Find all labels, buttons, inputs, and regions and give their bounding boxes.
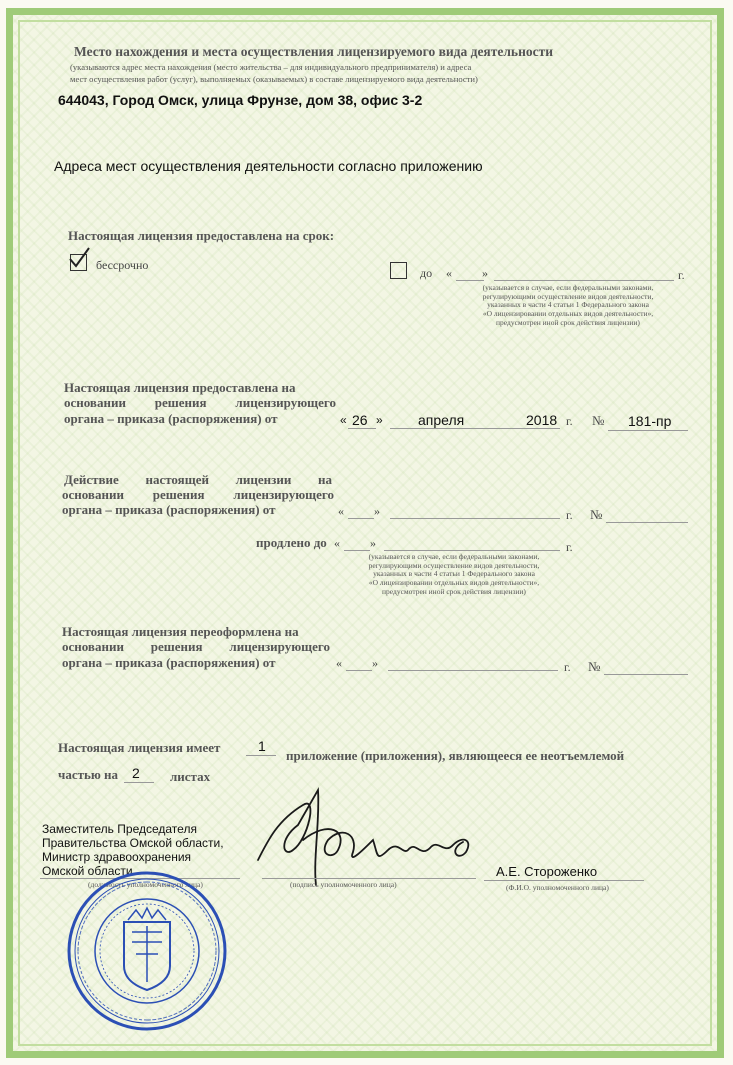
until-checkbox bbox=[390, 262, 407, 279]
extension-note: (указывается в случае, если федеральными законами, регулирующими осуществление видов деятельности, указанных в части 4 статьи 1 Федерального закона «О лицензировании отдельных видов деятельности», предусмотрен иной срок действия лицензии) bbox=[368, 552, 540, 596]
grant-month-line bbox=[390, 428, 560, 429]
reissue-line1: Настоящая лицензия переоформлена на bbox=[62, 624, 299, 639]
location-note-line2: мест осуществления работ (услуг), выполняемых (оказываемых) в составе лицензируемого вида деятельности) bbox=[70, 74, 478, 84]
extended-label: продлено до bbox=[256, 535, 327, 550]
term-until-label: до bbox=[420, 266, 433, 280]
term-quote-open: « bbox=[446, 266, 452, 280]
extension-quote-open: « bbox=[338, 504, 344, 518]
location-heading: Место нахождения и места осуществления лицензируемого вида деятельности bbox=[74, 44, 553, 59]
grant-day-line bbox=[348, 428, 376, 429]
grant-number: 181-пр bbox=[628, 413, 672, 429]
grant-number-line bbox=[608, 430, 688, 431]
grant-line2: основании решения лицензирующего bbox=[64, 395, 336, 410]
reissue-quote-close: » bbox=[372, 656, 378, 670]
location-note-line1: (указываются адрес места нахождения (место жительства – для индивидуального предпринимателя) и адреса bbox=[70, 62, 472, 72]
term-unlimited-label: бессрочно bbox=[96, 258, 149, 272]
reissue-year-suffix: г. bbox=[564, 660, 571, 674]
grant-number-sign: № bbox=[592, 413, 605, 428]
extended-day-line bbox=[344, 550, 370, 551]
signature-line bbox=[262, 878, 476, 879]
extension-quote-close: » bbox=[374, 504, 380, 518]
name-caption: (Ф.И.О. уполномоченного лица) bbox=[506, 883, 609, 892]
reissue-line3: органа – приказа (распоряжения) от bbox=[62, 655, 276, 670]
appendix-sheets: 2 bbox=[132, 765, 140, 781]
grant-day: 26 bbox=[352, 412, 368, 428]
appendix-suffix: приложение (приложения), являющееся ее неотъемлемой bbox=[286, 748, 625, 763]
appendix-sheets-suffix: листах bbox=[170, 769, 211, 784]
extension-line1: Действие настоящей лицензии на bbox=[64, 472, 332, 487]
reissue-number-sign: № bbox=[588, 659, 601, 674]
term-label: Настоящая лицензия предоставлена на срок: bbox=[68, 228, 335, 243]
grant-year-suffix: г. bbox=[566, 414, 573, 428]
signature bbox=[248, 780, 488, 890]
appendix-count: 1 bbox=[258, 738, 266, 754]
term-quote-close: » bbox=[482, 266, 488, 280]
extension-day-line bbox=[348, 518, 374, 519]
term-year-suffix: г. bbox=[678, 268, 685, 282]
address-text: 644043, Город Омск, улица Фрунзе, дом 38, офис 3-2 bbox=[58, 92, 423, 108]
appendix-prefix: Настоящая лицензия имеет bbox=[58, 740, 221, 755]
signatory-position: Заместитель Председателя Правительства Омской области, Министр здравоохранения Омской области bbox=[42, 822, 224, 878]
grant-quote-close: » bbox=[376, 413, 383, 427]
extended-date-line bbox=[384, 550, 560, 551]
extended-quote-open: « bbox=[334, 536, 340, 550]
extension-line2: основании решения лицензирующего bbox=[62, 487, 334, 502]
addresses-note: Адреса мест осуществления деятельности согласно приложению bbox=[54, 158, 483, 174]
reissue-day-line bbox=[346, 670, 372, 671]
term-date-line bbox=[494, 280, 674, 281]
reissue-number-line bbox=[604, 674, 688, 675]
term-note: (указывается в случае, если федеральными законами, регулирующими осуществление видов деятельности, указанных в части 4 статьи 1 Федерального закона «О лицензировании отдельных видов деятельности», предусмотрен иной срок действия лицензии) bbox=[482, 283, 654, 327]
extension-date-line bbox=[390, 518, 560, 519]
grant-line3: органа – приказа (распоряжения) от bbox=[64, 411, 278, 426]
checkmark-icon bbox=[66, 245, 92, 271]
extension-number-line bbox=[606, 522, 688, 523]
reissue-date-line bbox=[388, 670, 558, 671]
extension-number-sign: № bbox=[590, 507, 603, 522]
extension-year-suffix: г. bbox=[566, 508, 573, 522]
official-seal bbox=[66, 870, 228, 1032]
term-day-line bbox=[456, 280, 484, 281]
reissue-line2: основании решения лицензирующего bbox=[62, 639, 330, 654]
signature-caption: (подпись уполномоченного лица) bbox=[290, 880, 397, 889]
position-caption: (должность уполномоченного лица) bbox=[88, 880, 203, 889]
grant-month: апреля bbox=[418, 412, 465, 428]
reissue-quote-open: « bbox=[336, 656, 342, 670]
name-line bbox=[484, 880, 644, 881]
grant-quote-open: « bbox=[340, 413, 347, 427]
extended-year-suffix: г. bbox=[566, 540, 573, 554]
grant-line1: Настоящая лицензия предоставлена на bbox=[64, 380, 296, 395]
appendix-count-line bbox=[246, 755, 276, 756]
appendix-sheets-line bbox=[124, 782, 154, 783]
appendix-part-prefix: частью на bbox=[58, 767, 119, 782]
extension-line3: органа – приказа (распоряжения) от bbox=[62, 502, 276, 517]
extended-quote-close: » bbox=[370, 536, 376, 550]
signatory-name: А.Е. Стороженко bbox=[496, 864, 598, 879]
grant-year: 2018 bbox=[526, 412, 558, 428]
